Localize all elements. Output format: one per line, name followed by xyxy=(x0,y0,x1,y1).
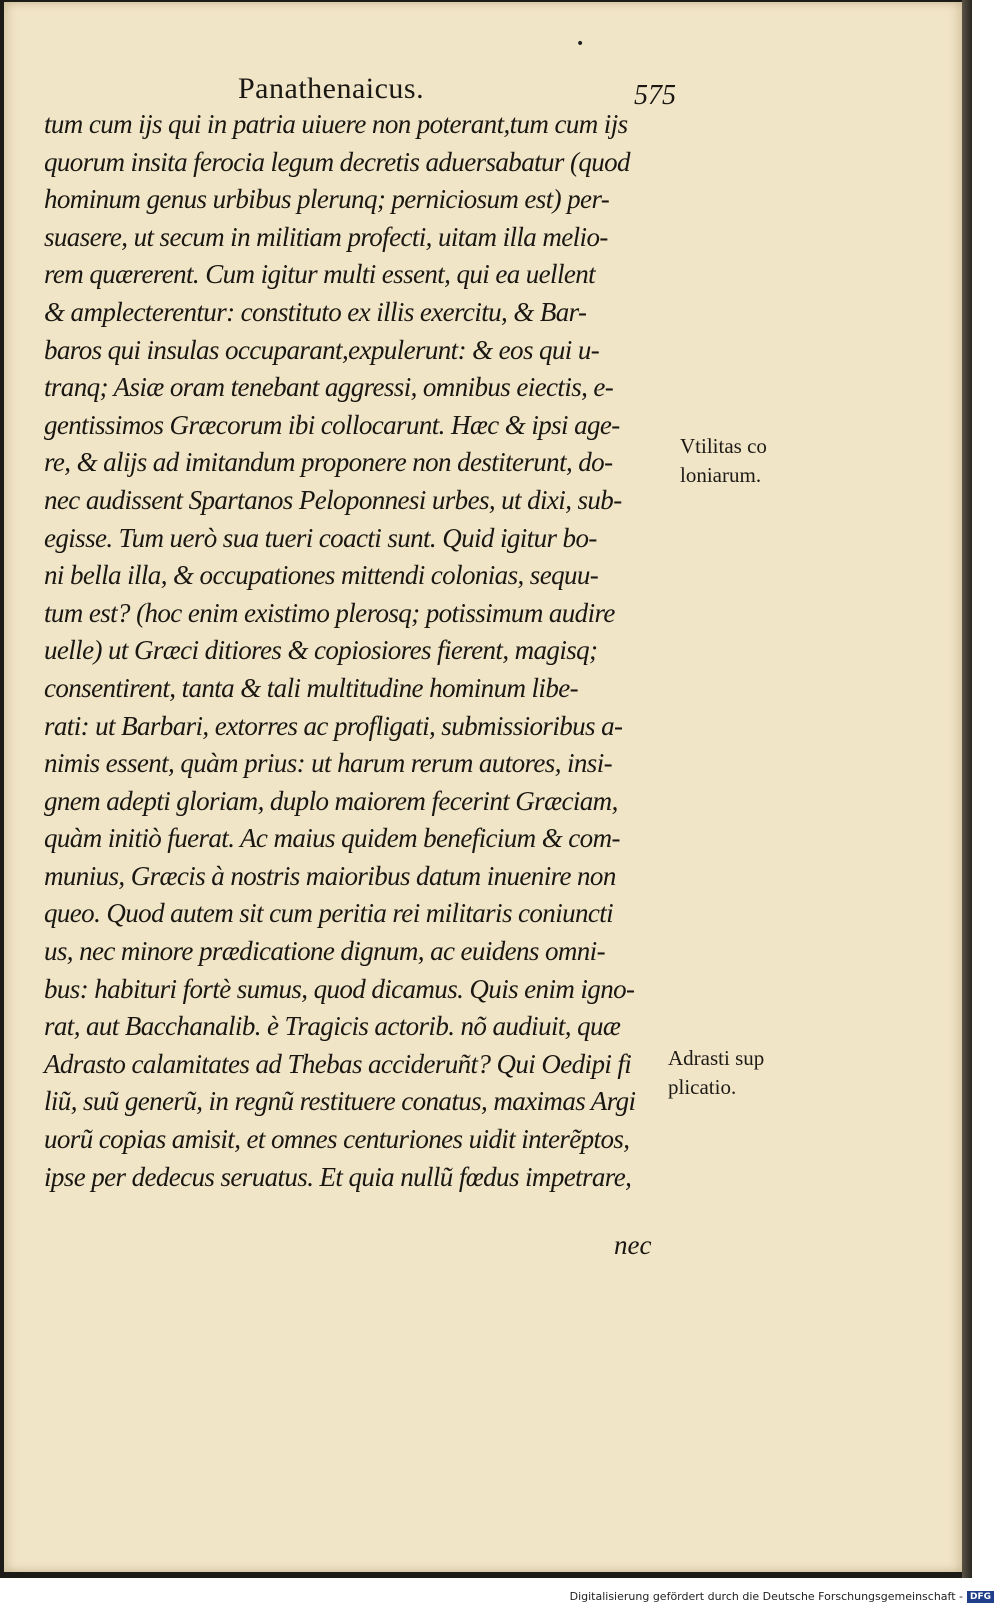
page-ornament: • xyxy=(576,36,585,52)
text-line: tum est? (hoc enim existimo plerosq; potissimum audire xyxy=(44,597,615,628)
text-line: rati: ut Barbari, extorres ac profligati, submissioribus a- xyxy=(44,710,623,741)
marginal-note-line: plicatio. xyxy=(668,1075,737,1099)
catchword: nec xyxy=(614,1230,652,1260)
text-line: gnem adepti gloriam, duplo maiorem fecerint Græciam, xyxy=(44,785,618,816)
text-line: ni bella illa, & occupationes mittendi colonias, sequu- xyxy=(44,560,599,591)
book-edge xyxy=(962,0,972,1578)
body-text xyxy=(44,106,694,1196)
text-line: quorum insita ferocia legum decretis aduersabatur (quod xyxy=(44,146,630,177)
text-line: rat, aut Bacchanalib. è Tragicis actorib. nõ audiuit, quæ xyxy=(44,1011,621,1042)
digitization-credit xyxy=(570,1590,994,1603)
text-line: nimis essent, quàm prius: ut harum rerum autores, insi- xyxy=(44,748,613,779)
text-line: egisse. Tum uerò sua tueri coacti sunt. Quid igitur bo- xyxy=(44,522,597,553)
book-page xyxy=(4,2,964,1572)
text-line: tum cum ijs qui in patria uiuere non poterant,tum cum ijs xyxy=(44,109,628,139)
text-line: re, & alijs ad imitandum proponere non destiterunt, do- xyxy=(44,447,613,478)
marginal-note-coloniarum xyxy=(680,432,767,490)
text-line: uelle) ut Græci ditiores & copiosiores fierent, magisq; xyxy=(44,635,598,666)
text-line: liũ, suũ generũ, in regnũ restituere conatus, maximas Argi xyxy=(44,1086,636,1117)
marginal-note-line: Adrasti sup xyxy=(668,1046,765,1070)
text-line: queo. Quod autem sit cum peritia rei militaris coniuncti xyxy=(44,898,614,929)
text-line: tranq; Asiæ oram tenebant aggressi, omnibus eiectis, e- xyxy=(44,372,614,403)
text-line: ipse per dedecus seruatus. Et quia nullũ fœdus impetrare, xyxy=(44,1161,632,1192)
text-line: rem quærerent. Cum igitur multi essent, qui ea uellent xyxy=(44,259,596,290)
marginal-note-line: Vtilitas co xyxy=(680,434,767,458)
credit-text: Digitalisierung gefördert durch die Deutsche Forschungsgemeinschaft - xyxy=(569,1590,963,1603)
text-line: suasere, ut secum in militiam profecti, uitam illa melio- xyxy=(44,221,608,252)
text-line: & amplecterentur: constituto ex illis exercitu, & Bar- xyxy=(44,296,587,327)
marginal-note-line: loniarum. xyxy=(680,463,762,487)
marginal-note-adrasti xyxy=(668,1044,764,1102)
text-line: gentissimos Græcorum ibi collocarunt. Hæc & ipsi age- xyxy=(44,409,620,440)
page-number: 575 xyxy=(634,80,676,111)
text-line: bus: habituri fortè sumus, quod dicamus. Quis enim igno- xyxy=(44,973,635,1004)
text-line: Adrasto calamitates ad Thebas accideruñt? Qui Oedipi fi xyxy=(44,1048,632,1079)
text-line: hominum genus urbibus plerunq; perniciosum est) per- xyxy=(44,184,610,215)
text-line: us, nec minore prædicatione dignum, ac euidens omni- xyxy=(44,936,605,967)
text-line: quàm initiò fuerat. Ac maius quidem beneficium & com- xyxy=(44,823,620,854)
text-line: munius, Græcis à nostris maioribus datum inuenire non xyxy=(44,860,616,891)
running-head: Panathenaicus. xyxy=(238,72,425,105)
text-line: consentirent, tanta & tali multitudine hominum libe- xyxy=(44,672,578,703)
dfg-logo: DFG xyxy=(967,1591,994,1603)
text-line: nec audissent Spartanos Peloponnesi urbes, ut dixi, sub- xyxy=(44,484,622,515)
text-line: uorũ copias amisit, et omnes centuriones uidit interẽptos, xyxy=(44,1124,630,1155)
text-line: baros qui insulas occuparant,expulerunt: & eos qui u- xyxy=(44,334,600,365)
